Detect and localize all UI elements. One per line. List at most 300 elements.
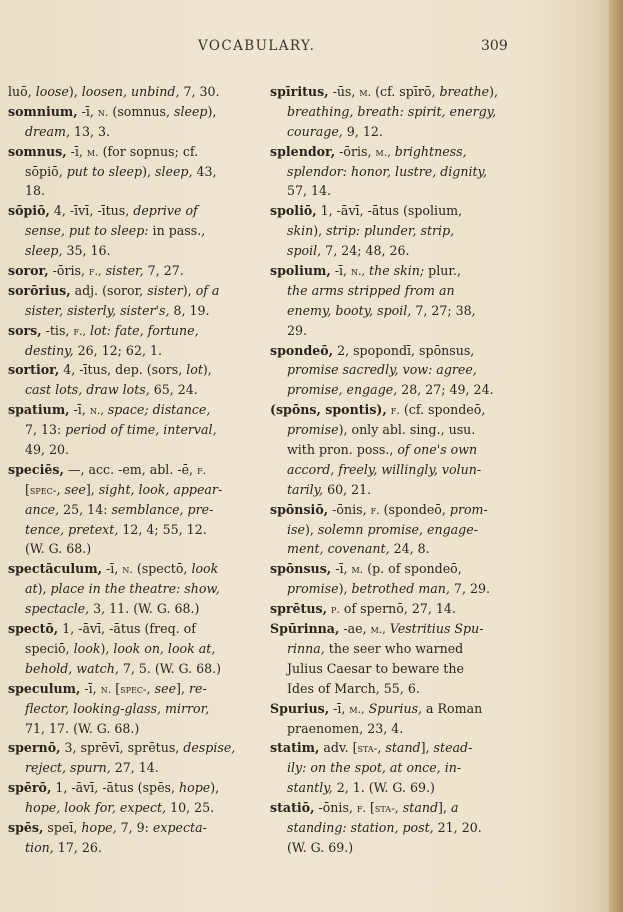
entry-text: 60, 21. [323,481,372,497]
entry-text: (for sopnus; cf. [98,143,199,159]
entry-text: 27, 14. [110,760,159,776]
entry-line [8,241,258,261]
entry-text: of spernō, 27, 14. [339,601,456,617]
headword: speculum, [8,680,81,696]
entry-line [8,301,258,321]
entry-text: standing: station, post, [287,819,434,835]
entry-text: hope [179,780,211,796]
entry-text: space; distance, [107,402,211,418]
entry-line [8,360,258,380]
entry-text: 35, 16. [62,243,111,259]
headword: spīritus, [270,84,329,99]
page-header [0,38,600,58]
entry-text: ), [338,581,352,597]
entry-line [8,341,258,361]
entry-text: f., [73,324,86,338]
entry-text: n. [97,105,109,119]
entry-text: Ides of March, 55, 6. [287,680,420,696]
entry-text: of one's own [397,442,478,458]
entry-line [270,82,518,102]
entry-line [270,360,518,380]
entry-text: betrothed man, [351,581,450,597]
entry-line [8,659,258,679]
entry-text: 2, 1. (W. G. 69.) [332,780,435,796]
entry-line [8,142,258,162]
entry-text: sta- [357,742,378,756]
entry-text: stand [402,800,439,816]
entry-text: -ī, [330,263,352,279]
entry-line [8,122,258,142]
entry-text: spectacle, [25,601,90,617]
entry-text: 29. [287,322,308,338]
entry-text: ), [210,780,220,796]
entry-text: ), [489,84,499,99]
entry-text: 17, 26. [53,839,102,855]
headword: statiō, [270,800,315,816]
entry-text: stantly, [287,780,333,796]
entry-text: skin [287,223,314,239]
headword: sprētus, [270,601,327,617]
headword: Spūrinna, [270,621,340,637]
entry-text: -ae, [339,621,371,637]
entry-line [8,838,258,858]
entry-text: 10, 25. [166,800,215,816]
entry-text: with pron. poss., [287,442,398,458]
entry-text: m., [375,145,391,159]
entry-text: [ [365,800,375,816]
entry-text: solemn promise, engage- [317,521,478,537]
entry-line [8,420,258,440]
entry-line [270,559,518,579]
entry-text: praenomen, 23, 4. [287,720,404,736]
headword: spectō, [8,621,59,637]
entry-text: ance, [25,501,60,517]
entry-line [8,281,258,301]
entry-text: deprive of [133,203,198,219]
vocabulary-column-left [8,82,258,858]
headword: spēs, [8,819,44,835]
entry-line [8,758,258,778]
entry-text: lot [186,362,203,378]
entry-line [270,380,518,400]
entry-text: hope, [81,819,117,835]
entry-text: 9, 12. [342,123,383,139]
headword: spōnsus, [270,561,332,577]
entry-line [270,122,518,142]
entry-text: brightness, [394,143,467,159]
entry-text: f. [356,802,366,816]
entry-line [270,719,518,739]
entry-text: promise [287,422,339,438]
entry-text: a [450,800,459,816]
entry-line [8,181,258,201]
headword: speciēs, [8,461,64,477]
entry-text: sense, put to sleep: [25,223,149,239]
entry-text: tarily, [287,481,324,497]
entry-text: re- [188,680,207,696]
headword: somnus, [8,143,67,159]
entry-line [270,758,518,778]
entry-text: (cf. spondeō, [399,402,486,418]
entry-text: 7, 5. (W. G. 68.) [118,660,222,676]
entry-text: f. [390,404,400,418]
entry-text: 24, 8. [389,541,430,557]
entry-text: hope, look for, expect, [25,800,167,816]
entry-line [8,460,258,480]
entry-text: put to sleep [66,163,143,179]
headword: sortior, [8,362,60,378]
entry-text: of a [195,282,220,298]
entry-text: loose [35,84,69,99]
entry-text: ], [438,800,451,816]
entry-text: 8, 19. [169,302,210,318]
entry-line [8,559,258,579]
entry-text: look [73,640,101,656]
entry-text: (p. of spondeō, [363,561,462,577]
entry-text: sta- [374,802,395,816]
entry-line [270,142,518,162]
entry-text: ), [100,640,114,656]
entry-text: adj. (soror, [70,282,148,298]
entry-text: the skin; [369,263,425,279]
entry-text: -ī, [102,561,123,577]
entry-text: spec- [120,682,147,696]
headword: spectāculum, [8,561,103,577]
entry-line [270,261,518,281]
entry-text: m. [86,145,99,159]
entry-text: sōpiō, [25,163,67,179]
entry-text: tence, pretext, [25,521,119,537]
entry-text: -ī, [69,402,90,418]
entry-text: -ī, [66,143,87,159]
entry-text: n. [122,563,133,577]
entry-text: (W. G. 69.) [287,839,354,855]
entry-line [270,400,518,420]
headword: spōnsiō, [270,501,329,517]
entry-line [8,619,258,639]
entry-line [8,520,258,540]
entry-text: -ī, [329,700,350,716]
entry-text: [ [111,680,121,696]
entry-line [270,162,518,182]
entry-text: see [154,680,177,696]
page-number: 309 [481,38,508,54]
headword: spernō, [8,740,61,756]
entry-line [8,82,258,102]
entry-line [270,778,518,798]
entry-line [270,659,518,679]
entry-text: 4, -ītus, dep. (sors, [59,362,187,378]
entry-text: 7, 27; 38, [411,302,476,318]
entry-text: 3, 11. (W. G. 68.) [89,601,200,617]
entry-line [8,321,258,341]
entry-text: 65, 24. [149,382,198,398]
headword: somnium, [8,103,78,119]
entry-text: -ī, [77,103,98,119]
entry-text: 26, 12; 62, 1. [73,342,162,358]
entry-line [8,798,258,818]
entry-line [8,579,258,599]
entry-text: Spurius, [368,700,423,716]
entry-text: behold, watch, [25,660,119,676]
entry-text: ), [207,103,217,119]
entry-line [270,460,518,480]
entry-text: the seer who warned [324,640,464,656]
entry-text: ), only abl. sing., usu. [338,422,476,438]
entry-text: sister [147,282,183,298]
entry-text: -ī, [331,561,352,577]
entry-line [270,818,518,838]
entry-text: f. [370,503,380,517]
entry-text: p. [331,603,340,617]
entry-line [270,440,518,460]
entry-text: 7, 9: [116,819,153,835]
entry-text: 4, -īvī, -ītus, [49,203,134,219]
entry-text: m., [349,702,365,716]
entry-text: n., [89,404,104,418]
entry-text: a Roman [422,700,483,716]
entry-text: (spectō, [132,561,192,577]
entry-line [270,102,518,122]
entry-line [270,838,518,858]
entry-text: lot: fate, fortune, [90,322,199,338]
entry-line [8,539,258,559]
entry-line [8,639,258,659]
entry-text: ), [142,163,155,179]
entry-line [270,520,518,540]
entry-text: ), [37,581,51,597]
entry-text: ment, covenant, [287,541,390,557]
entry-text: reject, spurn, [25,760,111,776]
entry-text: sight, look, appear- [98,481,223,497]
entry-text: ], [85,481,99,497]
entry-line [270,420,518,440]
entry-text: -tis, [41,322,74,338]
entry-text: cast lots, draw lots, [25,382,150,398]
headword: statim, [270,740,320,756]
entry-text: (W. G. 68.) [25,541,92,557]
entry-text: speī, [43,819,82,835]
entry-text: [ [25,481,30,497]
entry-text: n. [100,682,112,696]
entry-text: 3, sprēvī, sprētus, [60,740,184,756]
entry-text: spoil, [287,243,322,259]
entry-text: expecta- [152,819,207,835]
headword: spērō, [8,780,52,796]
entry-text: destiny, [25,342,74,358]
entry-text: (cf. spīrō, [371,84,440,99]
entry-line [270,579,518,599]
entry-text: 1, -āvī, -ātus (spēs, [51,780,180,796]
entry-line [8,719,258,739]
entry-text: (spondeō, [379,501,450,517]
entry-line [270,539,518,559]
entry-text: dream, [25,123,70,139]
entry-text: 1, -āvī, -ātus (spolium, [316,203,463,219]
entry-text: 7, 29. [449,581,490,597]
entry-text: promise sacredly, vow: agree, [287,362,477,378]
entry-line [270,301,518,321]
headword: sors, [8,322,42,338]
entry-text: 28, 27; 49, 24. [397,382,494,398]
entry-text: f., [89,265,102,279]
entry-line [270,181,518,201]
entry-line [8,778,258,798]
entry-text: at [25,581,38,597]
entry-text: 7, 13: [25,422,66,438]
entry-text: look [191,561,219,577]
entry-text: 12, 4; 55, 12. [118,521,207,537]
entry-text: 13, 3. [70,123,111,139]
entry-text: sleep, [155,163,193,179]
entry-text: sleep [174,103,208,119]
headword: (spōns, spontis), [270,402,387,418]
entry-text: plur., [424,263,462,279]
entry-text: strip: plunder, strip, [326,223,455,239]
entry-text: promise [287,581,339,597]
entry-text: luō, [8,84,36,99]
entry-text: enemy, booty, spoil, [287,302,412,318]
entry-text: , [394,800,403,816]
entry-text: promise, engage, [287,382,398,398]
entry-line [270,480,518,500]
entry-line [8,400,258,420]
entry-text: tion, [25,839,54,855]
entry-text: 43, [192,163,217,179]
entry-text: ), [68,84,82,99]
entry-text: splendor: honor, lustre, dignity, [287,163,487,179]
entry-line [8,679,258,699]
entry-text: accord, freely, willingly, volun- [287,461,482,477]
entry-text: 25, 14: [59,501,112,517]
entry-line [270,798,518,818]
entry-text: flector, looking-glass, mirror, [25,700,210,716]
entry-line [270,241,518,261]
headword: spolium, [270,263,331,279]
entry-line [8,440,258,460]
entry-text: prom- [449,501,488,517]
entry-text: 49, 20. [25,442,70,458]
entry-line [270,221,518,241]
entry-text: look on, look at, [113,640,216,656]
entry-text: 2, spopondī, spōnsus, [333,342,475,358]
entry-text: ), [313,223,327,239]
page-edge [609,0,623,912]
entry-text: see [64,481,86,497]
entry-text: semblance, pre- [111,501,214,517]
entry-text: sister, [105,263,144,279]
entry-text: 7, 30. [179,84,220,99]
entry-text: , [56,481,65,497]
entry-text: ], [420,740,434,756]
entry-line [8,380,258,400]
vocabulary-column-right [270,82,518,858]
entry-line [270,619,518,639]
entry-text: despise, [183,740,236,756]
entry-line [270,341,518,361]
headword: spoliō, [270,203,317,219]
entry-text: m. [351,563,364,577]
entry-text: -ī, [80,680,101,696]
entry-text: -ōnis, [314,800,357,816]
entry-text: ily: on the spot, at once, in- [287,760,462,776]
entry-line [8,201,258,221]
entry-text: 7, 24; 48, 26. [321,243,410,259]
entry-text: -ūs, [328,84,360,99]
entry-line [8,221,258,241]
entry-text: m., [370,623,386,637]
entry-line [270,321,518,341]
entry-text: -ōris, [48,263,89,279]
entry-line [270,500,518,520]
entry-line [8,162,258,182]
entry-line [270,201,518,221]
running-head: VOCABULARY. [198,38,316,54]
entry-text: —, acc. -em, abl. -ē, [63,461,198,477]
headword: sorōrius, [8,282,71,298]
entry-text: -ōnis, [328,501,371,517]
entry-text: in pass., [148,223,206,239]
headword: spatium, [8,402,70,418]
entry-text: rinna, [287,640,325,656]
entry-text: ), [304,521,318,537]
entry-text: speciō, [25,640,74,656]
entry-line [8,480,258,500]
entry-text: 18. [25,183,46,199]
entry-text: ), [202,362,212,378]
entry-text: n., [351,265,366,279]
entry-line [8,738,258,758]
entry-text: adv. [ [319,740,358,756]
entry-text: ise [287,521,305,537]
entry-text: stand [385,740,421,756]
entry-text: sister, sisterly, sister's, [25,302,170,318]
headword: spondeō, [270,342,334,358]
headword: soror, [8,263,49,279]
entry-line [8,261,258,281]
headword: sōpiō, [8,203,50,219]
entry-line [8,102,258,122]
entry-text: m. [359,86,372,99]
entry-line [8,818,258,838]
entry-text: courage, [287,123,343,139]
entry-text: -ōris, [335,143,376,159]
entry-text: sleep, [25,243,63,259]
entry-text: , [146,680,155,696]
entry-text: breathe [439,84,490,99]
entry-text: 71, 17. (W. G. 68.) [25,720,140,736]
entry-text: Julius Caesar to beware the [287,660,464,676]
entry-text: , [377,740,386,756]
entry-line [270,281,518,301]
entry-text: stead- [433,740,473,756]
headword: Spurius, [270,700,330,716]
entry-line [270,639,518,659]
entry-text: breathing, breath: spirit, energy, [287,103,497,119]
entry-text: Vestritius Spu- [389,621,484,637]
entry-line [8,500,258,520]
entry-text: 57, 14. [287,183,332,199]
entry-line [8,599,258,619]
entry-line [270,738,518,758]
entry-text: 21, 20. [433,819,482,835]
entry-text: f. [197,463,207,477]
entry-text: 7, 27. [143,263,184,279]
entry-line [270,679,518,699]
headword: splendor, [270,143,336,159]
entry-line [270,599,518,619]
entry-text: 1, -āvī, -ātus (freq. of [58,621,196,637]
